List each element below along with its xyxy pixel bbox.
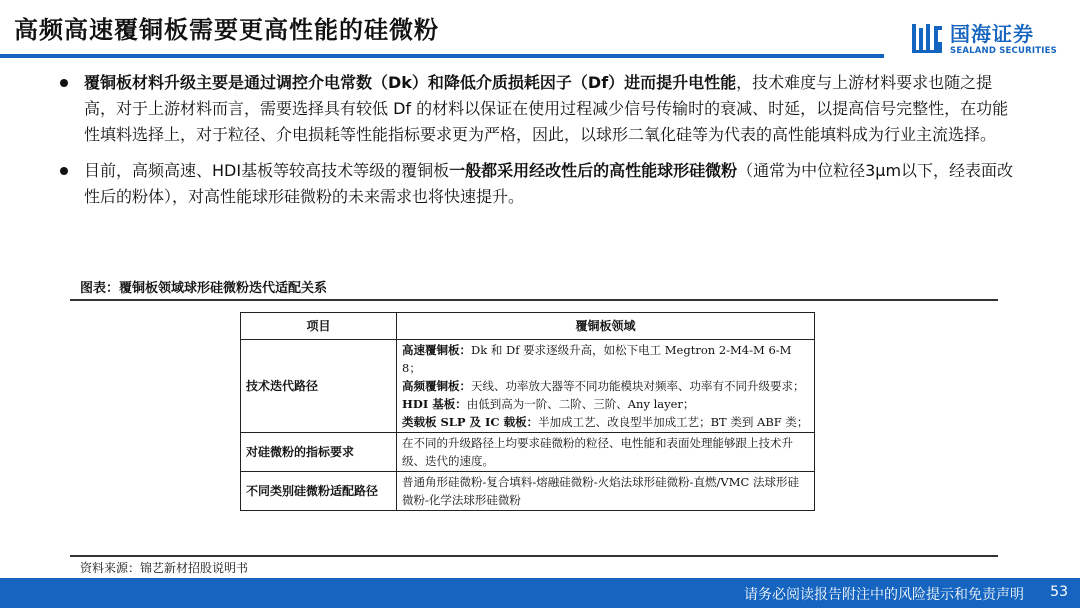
line-text: Dk 和 Df 要求逐级升高，如松下电工 Megtron 2-M4-M 6-M 8； bbox=[402, 343, 792, 375]
footer-bar bbox=[0, 578, 1080, 608]
content-line bbox=[402, 377, 809, 395]
figure-title: 图表：覆铜板领域球形硅微粉迭代适配关系 bbox=[80, 281, 328, 296]
row-label: 技术迭代路径 bbox=[241, 340, 397, 433]
table-header-domain: 覆铜板领域 bbox=[397, 313, 815, 340]
line-bold: HDI 基板： bbox=[402, 397, 467, 411]
page-number: 53 bbox=[1050, 584, 1068, 600]
row-content bbox=[397, 340, 815, 433]
logo-text-cn: 国海证券 bbox=[950, 22, 1034, 46]
footer-disclaimer: 请务必阅读报告附注中的风险提示和免责声明 bbox=[744, 587, 1024, 603]
bullet-2-bold: 一般都采用经改性后的高性能球形硅微粉 bbox=[449, 161, 738, 180]
logo-text-en: SEALAND SECURITIES bbox=[950, 46, 1057, 56]
table-row bbox=[241, 472, 815, 511]
bullet-dot-icon bbox=[60, 79, 68, 87]
table-header-item: 项目 bbox=[241, 313, 397, 340]
iteration-table bbox=[240, 312, 815, 511]
figure-source: 资料来源：锦艺新材招股说明书 bbox=[80, 561, 249, 575]
table-header-row bbox=[241, 313, 815, 340]
line-bold: 高速覆铜板： bbox=[402, 343, 471, 357]
title-divider bbox=[0, 54, 884, 58]
bullet-list bbox=[60, 70, 1020, 220]
bullet-item-2 bbox=[60, 158, 1020, 210]
line-text: 天线、功率放大器等不同功能模块对频率、功率有不同升级要求； bbox=[471, 379, 805, 393]
bullet-1-text: ，技术难度与上游材料要求也随之提高，对于上游材料而言，需要选择具有较低 Df 的材料以保证在使用过程减少信号传输时的衰减、时延，以提高信号完整性，在功能性填料选择上，对于粒径、介电损耗等性能指标要求更为严格，因此，以球形二氧化硅等为代表的高性能填料成为行业主流选择。 bbox=[84, 73, 1009, 144]
bullet-dot-icon bbox=[60, 167, 68, 175]
bullet-2-text: （通常为中位粒径3μm以下，经表面改性后的粉体），对高性能球形硅微粉的未来需求也将快速提升。 bbox=[84, 161, 1014, 206]
bullet-item-1 bbox=[60, 70, 1020, 148]
table-row bbox=[241, 340, 815, 433]
figure-top-rule bbox=[70, 299, 998, 301]
content-line bbox=[402, 413, 809, 431]
content-line bbox=[402, 341, 809, 377]
line-bold: 类载板 SLP 及 IC 载板： bbox=[402, 415, 539, 429]
bullet-2-pre: 目前，高频高速、HDI基板等较高技术等级的覆铜板 bbox=[84, 161, 450, 180]
row-label: 对硅微粉的指标要求 bbox=[241, 433, 397, 472]
page-title: 高频高速覆铜板需要更高性能的硅微粉 bbox=[14, 16, 439, 44]
line-text: 由低到高为一阶、二阶、三阶、Any layer； bbox=[466, 397, 695, 411]
row-label: 不同类别硅微粉适配路径 bbox=[241, 472, 397, 511]
line-bold: 高频覆铜板： bbox=[402, 379, 471, 393]
sealand-logo-icon bbox=[910, 20, 944, 54]
figure-bottom-rule bbox=[70, 555, 998, 557]
company-logo bbox=[910, 18, 1070, 60]
content-line bbox=[402, 395, 809, 413]
line-text: 半加成工艺、改良型半加成工艺；BT 类到 ABF 类； bbox=[538, 415, 809, 429]
row-content: 普通角形硅微粉-复合填料-熔融硅微粉-火焰法球形硅微粉-直燃/VMC 法球形硅微粉-化学法球形硅微粉 bbox=[397, 472, 815, 511]
table-row bbox=[241, 433, 815, 472]
row-content: 在不同的升级路径上均要求硅微粉的粒径、电性能和表面处理能够跟上技术升级、迭代的速度。 bbox=[397, 433, 815, 472]
bullet-1-bold: 覆铜板材料升级主要是通过调控介电常数（Dk）和降低介质损耗因子（Df）进而提升电性能 bbox=[84, 73, 737, 92]
